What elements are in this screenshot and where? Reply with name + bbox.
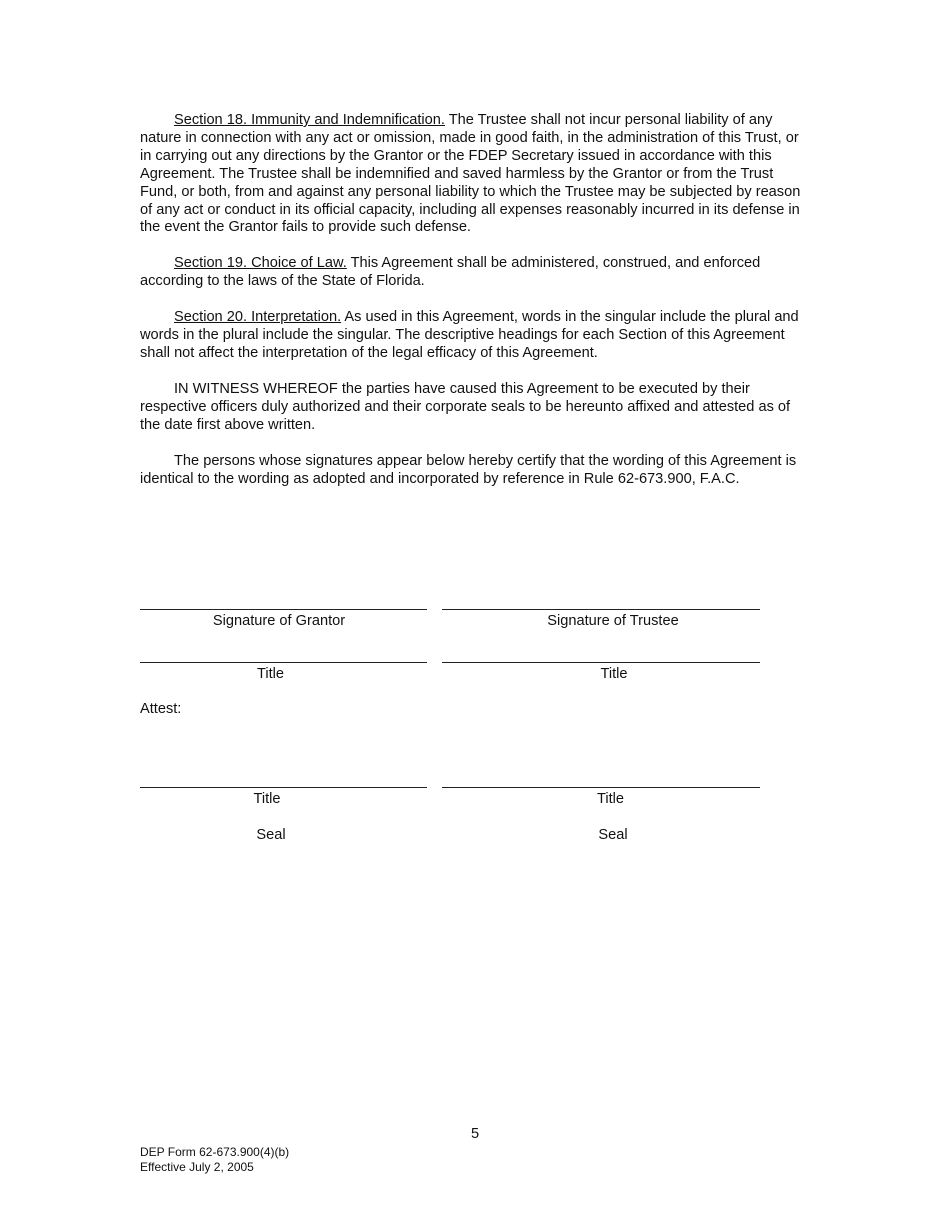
section-20-heading: Section 20. Interpretation. bbox=[174, 309, 342, 326]
grantor-title-line[interactable] bbox=[140, 662, 427, 663]
attest-label: Attest: bbox=[140, 701, 182, 717]
trustee-attest-title-label: Title bbox=[596, 791, 625, 807]
trustee-seal-label: Seal bbox=[598, 827, 628, 843]
section-20-text: As used in this Agreement, words in the singular include the plural and words in the plural include the singular. The descriptive headings for each Section of this Agreement shall not affect the interpretation of the legal efficacy of this Agreement. bbox=[140, 309, 799, 361]
section-19-heading: Section 19. Choice of Law. bbox=[174, 255, 347, 272]
trustee-signature-line[interactable] bbox=[442, 609, 760, 610]
section-18-paragraph bbox=[140, 112, 812, 237]
footer-form-number: DEP Form 62-673.900(4)(b) bbox=[140, 1145, 290, 1159]
agreement-body bbox=[140, 112, 812, 506]
grantor-title-label: Title bbox=[256, 666, 285, 682]
grantor-attest-title-line[interactable] bbox=[140, 787, 427, 788]
grantor-signature-line[interactable] bbox=[140, 609, 427, 610]
trustee-signature-label: Signature of Trustee bbox=[547, 613, 679, 629]
trustee-title-line[interactable] bbox=[442, 662, 760, 663]
section-19-paragraph bbox=[140, 255, 812, 291]
grantor-signature-label: Signature of Grantor bbox=[212, 613, 346, 629]
form-footer bbox=[140, 1145, 289, 1174]
trustee-attest-title-line[interactable] bbox=[442, 787, 760, 788]
witness-text: IN WITNESS WHEREOF the parties have caused this Agreement to be executed by their respective officers duly authorized and their corporate seals to be hereunto affixed and attested as of the date first above written. bbox=[140, 380, 791, 433]
witness-paragraph bbox=[140, 381, 812, 435]
section-19-text: This Agreement shall be administered, construed, and enforced according to the laws of the State of Florida. bbox=[140, 255, 761, 290]
footer-effective-date: Effective July 2, 2005 bbox=[140, 1159, 254, 1174]
section-18-heading: Section 18. Immunity and Indemnification. bbox=[174, 112, 445, 128]
section-18-text: The Trustee shall not incur personal liability of any nature in connection with any act or omission, made in good faith, in the administration of this Trust, or in carrying out any directions by the Grantor or the FDEP Secretary issued in accordance with this Agreement. The Trustee shall be indemnified and saved harmless by the Grantor or from the Trust Fund, or both, from and against any personal liability to which the Trustee may be subjected by reason of any act or conduct in its official capacity, including all expenses reasonably incurred in its defense in the event the Grantor fails to provide such defense. bbox=[140, 112, 801, 236]
section-20-paragraph bbox=[140, 309, 812, 363]
grantor-attest-title-label: Title bbox=[253, 791, 281, 807]
page-number: 5 bbox=[470, 1126, 480, 1142]
trustee-title-label: Title bbox=[600, 666, 628, 682]
certification-text: The persons whose signatures appear below hereby certify that the wording of this Agreement is identical to the wording as adopted and incorporated by reference in Rule 62-673.900, F.A.C. bbox=[140, 452, 797, 487]
grantor-seal-label: Seal bbox=[256, 827, 286, 843]
certification-paragraph bbox=[140, 453, 812, 489]
